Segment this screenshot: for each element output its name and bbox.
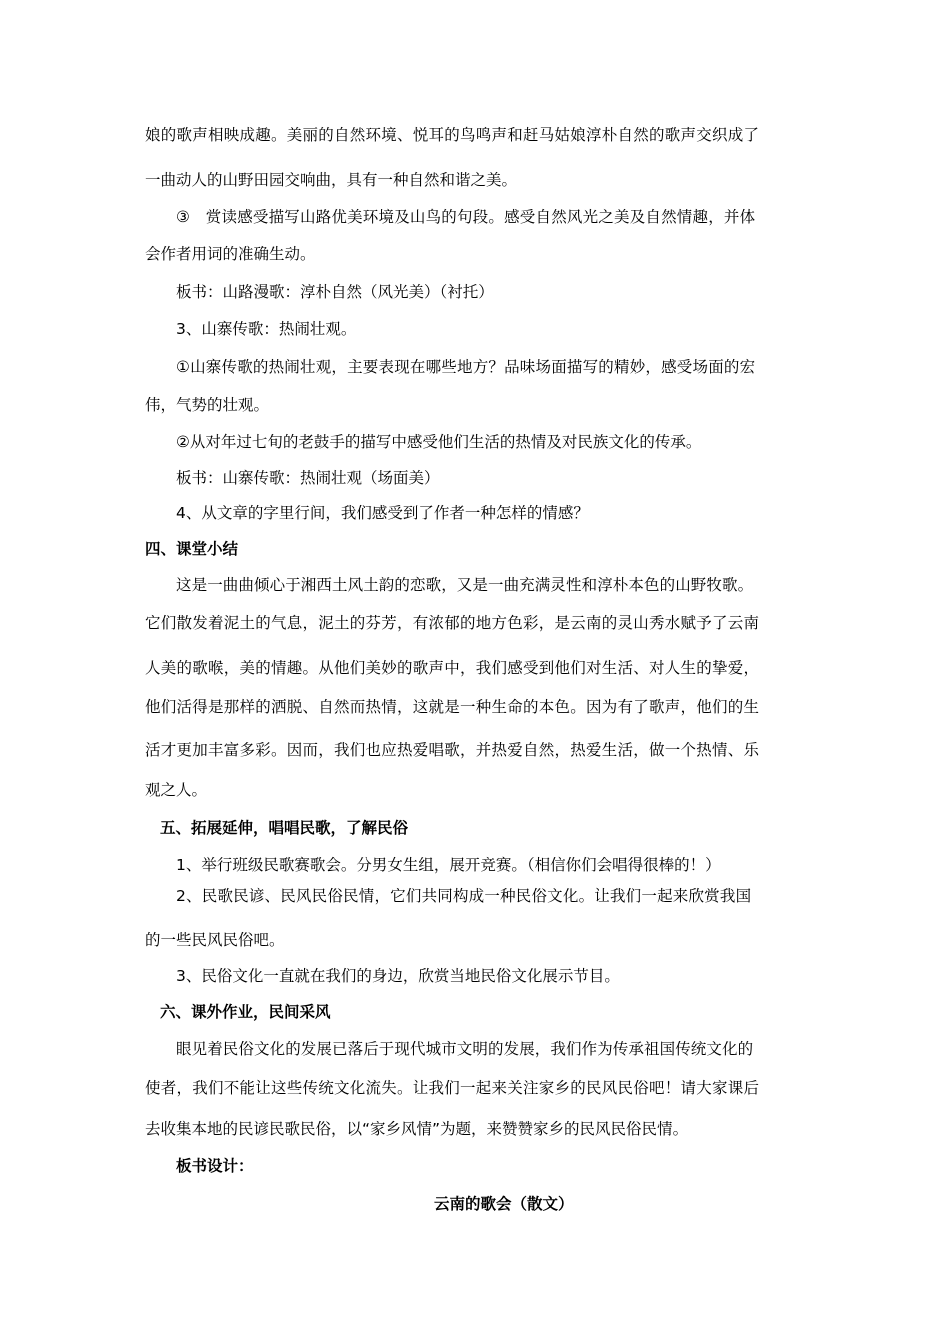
text-line-13: 这是一曲曲倾心于湘西土风土韵的恋歌，又是一曲充满灵性和淳朴本色的山野牧歌。 [176,576,754,594]
text-line-26: 使者，我们不能让这些传统文化流失。让我们一起来关注家乡的民风民俗吧！请大家课后 [145,1079,760,1097]
text-line-11: 4、从文章的字里行间，我们感受到了作者一种怎样的情感？ [176,504,589,522]
text-line-17: 活才更加丰富多彩。因而，我们也应热爱唱歌，并热爱自然，热爱生活，做一个热情、乐 [145,741,760,759]
text-line-15: 人美的歌喉，美的情趣。从他们美妙的歌声中，我们感受到他们对生活、对人生的挚爱， [145,659,760,677]
text-line-10: 板书：山寨传歌：热闹壮观（场面美） [176,469,440,487]
text-line-2: 一曲动人的山野田园交响曲，具有一种自然和谐之美。 [145,171,518,189]
board-design-title: 云南的歌会（散文） [434,1195,574,1213]
text-line-16: 他们活得是那样的洒脱、自然而热情，这就是一种生命的本色。因为有了歌声，他们的生 [145,698,760,716]
text-line-3: ③ 赏读感受描写山路优美环境及山鸟的句段。感受自然风光之美及自然情趣，并体 [176,208,756,226]
text-line-22: 的一些民风民俗吧。 [145,931,285,949]
text-line-4: 会作者用词的准确生动。 [145,245,316,263]
text-line-14: 它们散发着泥土的气息，泥土的芬芳，有浓郁的地方色彩，是云南的灵山秀水赋予了云南 [145,614,760,632]
text-line-20: 1、举行班级民歌赛歌会。分男女生组，展开竞赛。（相信你们会唱得很棒的！） [176,856,721,874]
text-line-27: 去收集本地的民谚民歌民俗，以“家乡风情”为题，来赞赞家乡的民风民俗民情。 [145,1120,689,1138]
text-line-7: ①山寨传歌的热闹壮观，主要表现在哪些地方？品味场面描写的精妙，感受场面的宏 [176,358,756,376]
section-heading-homework: 六、课外作业，民间采风 [160,1003,331,1021]
board-design-label: 板书设计： [176,1157,254,1175]
text-line-5: 板书：山路漫歌：淳朴自然（风光美）（衬托） [176,283,494,301]
text-line-23: 3、民俗文化一直就在我们的身边，欣赏当地民俗文化展示节目。 [176,967,620,985]
text-line-18: 观之人。 [145,781,208,799]
text-line-25: 眼见着民俗文化的发展已落后于现代城市文明的发展，我们作为传承祖国传统文化的 [176,1040,754,1058]
text-line-8: 伟，气势的壮观。 [145,396,270,414]
section-heading-extension: 五、拓展延伸，唱唱民歌，了解民俗 [160,819,409,837]
text-line-1: 娘的歌声相映成趣。美丽的自然环境、悦耳的鸟鸣声和赶马姑娘淳朴自然的歌声交织成了 [145,126,760,144]
text-line-21: 2、民歌民谚、民风民俗民情，它们共同构成一种民俗文化。让我们一起来欣赏我国 [176,887,752,905]
section-heading-summary: 四、课堂小结 [145,540,239,558]
text-line-9: ②从对年过七旬的老鼓手的描写中感受他们生活的热情及对民族文化的传承。 [176,433,702,451]
text-line-6: 3、山寨传歌：热闹壮观。 [176,320,357,338]
